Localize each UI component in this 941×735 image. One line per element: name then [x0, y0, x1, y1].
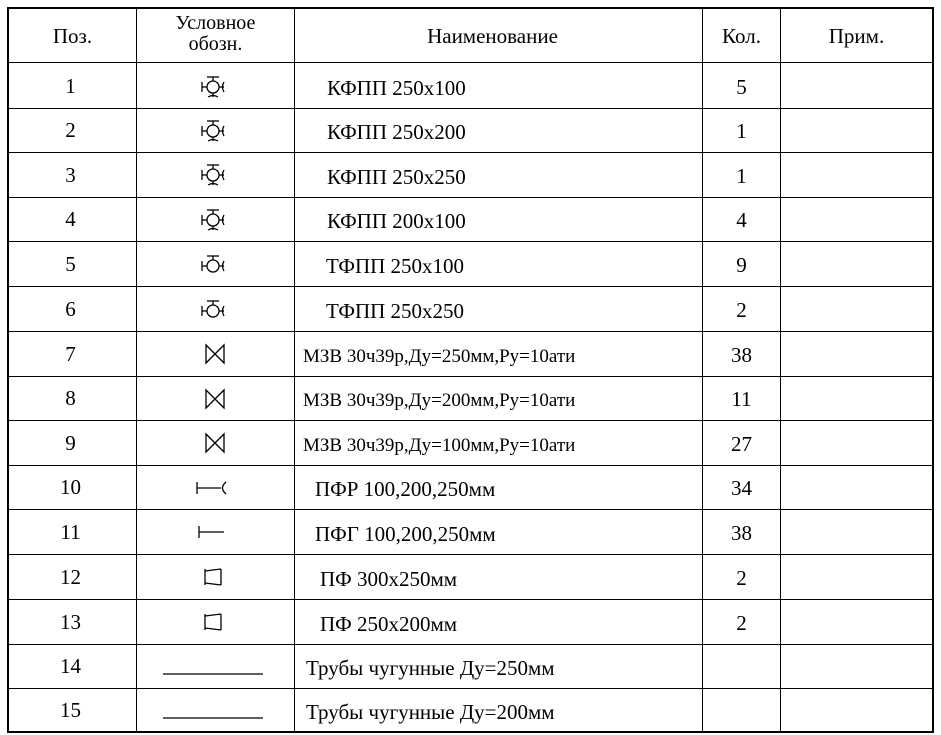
- row-name: КФПП 200х100: [327, 209, 466, 233]
- row-pos: 11: [60, 519, 81, 544]
- header-name: Наименование: [427, 23, 558, 48]
- row-note: [781, 466, 932, 509]
- row-note: [781, 198, 932, 241]
- row-pos: 1: [65, 74, 76, 98]
- row-qty: 34: [731, 476, 752, 500]
- row-qty: 2: [736, 610, 747, 635]
- row-qty: 5: [736, 75, 747, 99]
- row-qty: 2: [736, 297, 747, 322]
- gate-valve-icon: [203, 432, 227, 454]
- reducer-icon: [202, 612, 224, 632]
- row-name: ТФПП 250х100: [326, 253, 465, 278]
- row-note: [781, 287, 932, 331]
- row-note: [781, 109, 932, 152]
- row-note: [781, 555, 932, 599]
- row-qty: 11: [731, 387, 752, 411]
- row-pos: 2: [65, 118, 76, 142]
- row-note: [781, 153, 932, 197]
- row-qty: [703, 690, 780, 733]
- header-pos: Поз.: [52, 23, 93, 48]
- row-note: [781, 377, 932, 420]
- reducer-icon: [202, 567, 224, 587]
- row-name: МЗВ 30ч39р,Ду=200мм,Ру=10ати: [303, 390, 576, 411]
- row-name: КФПП 250х250: [327, 164, 466, 189]
- gate-valve-icon: [203, 388, 227, 410]
- row-name: КФПП 250х200: [327, 120, 466, 144]
- row-note: [781, 242, 932, 286]
- header-symbol-line1: Условное: [175, 12, 256, 34]
- row-qty: 38: [731, 342, 752, 367]
- column-divider: [136, 7, 137, 733]
- flange-spigot-icon: [197, 524, 227, 540]
- row-pos: 12: [60, 564, 81, 589]
- row-note: [781, 689, 932, 732]
- flange-valve-icon: [199, 207, 227, 233]
- row-pos: 9: [65, 430, 76, 455]
- row-pos: 6: [65, 296, 76, 321]
- row-name: Трубы чугунные Ду=250мм: [306, 656, 555, 680]
- row-pos: 15: [60, 698, 81, 722]
- row-qty: 2: [736, 565, 747, 590]
- row-name: МЗВ 30ч39р,Ду=100мм,Ру=10ати: [303, 434, 576, 456]
- flange-valve-icon: [199, 74, 227, 100]
- flange-valve-icon: [199, 162, 227, 188]
- pipe-line-icon: [162, 664, 264, 670]
- header-qty: Кол.: [722, 23, 761, 48]
- row-qty: [703, 646, 780, 689]
- flange-socket-icon: [195, 480, 229, 496]
- row-name: ПФ 250х200мм: [320, 611, 458, 636]
- row-pos: 8: [65, 386, 76, 410]
- row-note: [781, 510, 932, 554]
- row-pos: 5: [65, 251, 76, 276]
- row-name: КФПП 250х100: [327, 76, 466, 100]
- row-qty: 9: [736, 252, 747, 277]
- row-pos: 4: [65, 207, 76, 231]
- row-note: [781, 600, 932, 644]
- flange-valve-icon: [199, 118, 227, 144]
- pipe-line-icon: [162, 708, 264, 714]
- row-pos: 7: [65, 341, 76, 366]
- header-note: Прим.: [828, 23, 885, 48]
- gate-valve-icon: [203, 343, 227, 365]
- row-pos: 10: [60, 475, 81, 499]
- row-name: ТФПП 250х250: [326, 298, 465, 323]
- row-name: ПФР 100,200,250мм: [315, 477, 496, 501]
- row-pos: 14: [60, 654, 81, 678]
- header-symbol-line2: обозн.: [188, 33, 243, 55]
- row-note: [781, 332, 932, 376]
- table-border-right: [932, 7, 934, 733]
- row-qty: 1: [736, 119, 747, 143]
- row-note: [781, 421, 932, 465]
- row-name: МЗВ 30ч39р,Ду=250мм,Ру=10ати: [303, 345, 576, 367]
- row-qty: 27: [731, 431, 752, 456]
- row-qty: 4: [736, 208, 747, 232]
- row-name: ПФГ 100,200,250мм: [315, 521, 496, 546]
- tee-flange-icon: [199, 253, 227, 275]
- row-name: Трубы чугунные Ду=200мм: [306, 700, 555, 724]
- column-divider: [294, 7, 295, 733]
- row-pos: 3: [65, 162, 76, 187]
- row-pos: 13: [60, 609, 81, 634]
- row-note: [781, 645, 932, 688]
- row-name: ПФ 300х250мм: [320, 566, 458, 591]
- row-qty: 1: [736, 163, 747, 188]
- row-note: [781, 65, 932, 108]
- tee-flange-icon: [199, 298, 227, 320]
- row-qty: 38: [731, 520, 752, 545]
